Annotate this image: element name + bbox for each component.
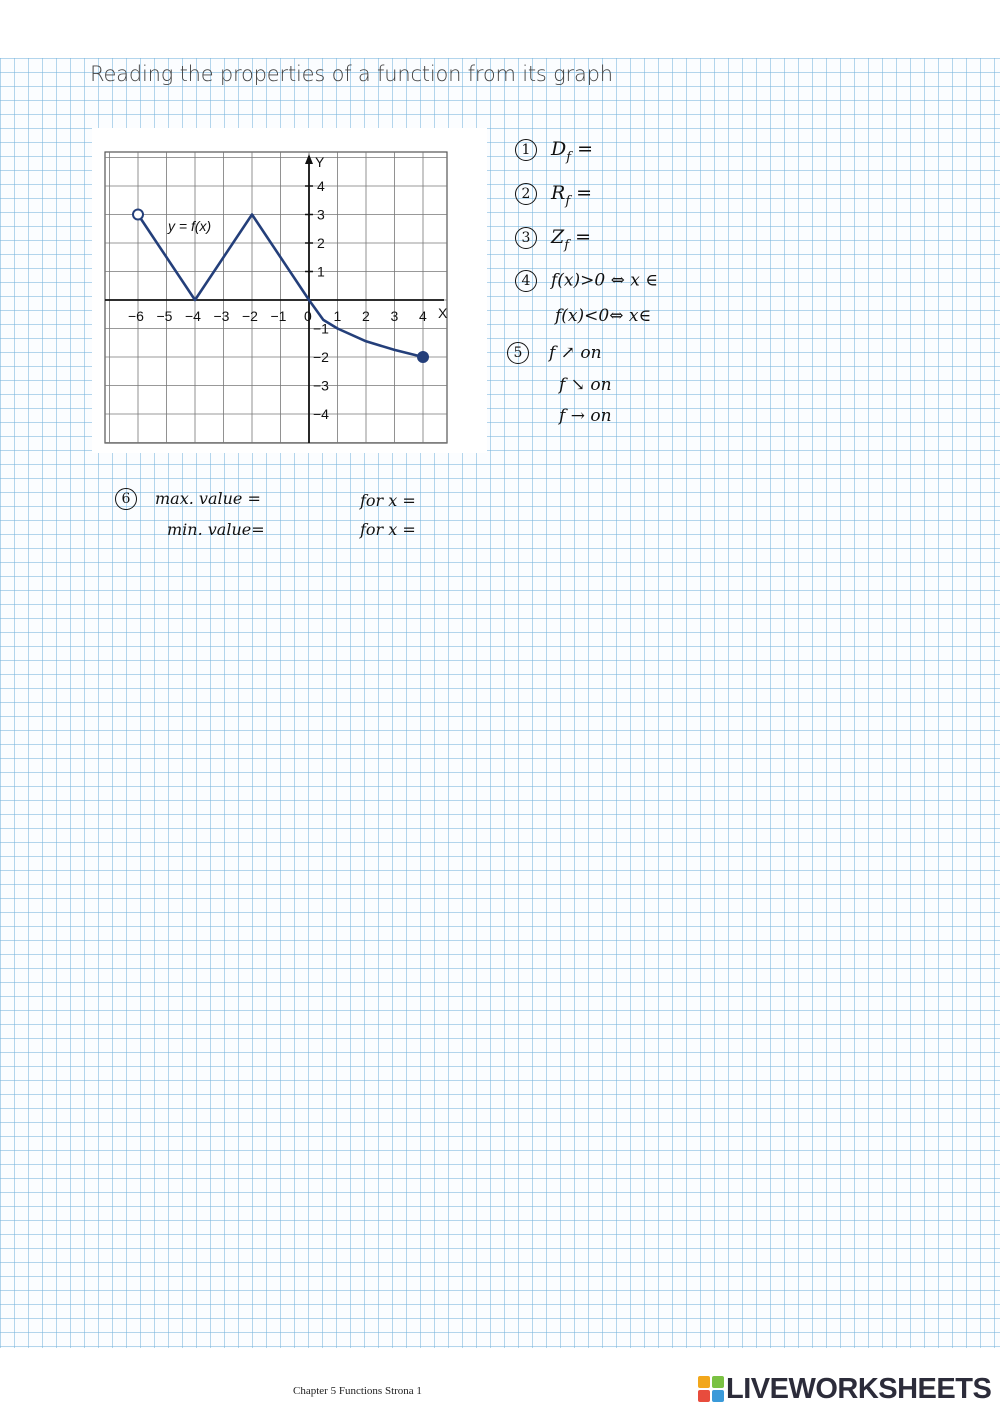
- question-number: 1: [515, 139, 537, 161]
- y-axis-arrow-icon: [305, 154, 313, 164]
- y-tick-label: 4: [317, 178, 325, 194]
- x-tick-label: −4: [185, 308, 201, 324]
- y-tick-label: −2: [313, 349, 329, 365]
- liveworksheets-logo: [698, 1371, 991, 1407]
- x-tick-label: 3: [390, 308, 399, 324]
- question-subscript: f: [565, 194, 571, 209]
- q5-increasing: f ↗ on: [549, 342, 602, 363]
- question-equals: =: [575, 226, 591, 248]
- y-tick-label: 2: [317, 235, 325, 251]
- question-2: [515, 182, 592, 209]
- footer-text: Chapter 5 Functions Strona 1: [293, 1385, 422, 1397]
- logo-tile: [712, 1376, 724, 1388]
- question-number: 4: [515, 270, 537, 292]
- logo-text: LIVEWORKSHEETS: [726, 1372, 992, 1405]
- x-tick-label: 1: [333, 308, 342, 324]
- y-tick-label: −4: [313, 406, 329, 422]
- question-number: 5: [507, 342, 529, 364]
- question-5: [507, 342, 602, 364]
- closed-endpoint: [418, 352, 428, 362]
- x-axis-label: X: [438, 305, 448, 321]
- logo-mark-icon: [698, 1376, 724, 1402]
- question-4: [515, 270, 658, 292]
- q6-min-for: for x =: [360, 520, 416, 539]
- logo-tile: [698, 1390, 710, 1402]
- function-label: y = f(x): [168, 218, 212, 234]
- q4-positive: f(x)>0 ⇔ x ∈: [551, 270, 658, 291]
- q5-decreasing: f ↘ on: [559, 375, 612, 395]
- question-6: [115, 488, 261, 510]
- question-symbol: Z: [551, 226, 565, 248]
- logo-tile: [712, 1390, 724, 1402]
- question-symbol: R: [551, 182, 566, 204]
- graph-frame: [105, 152, 447, 443]
- question-equals: =: [577, 138, 594, 160]
- q5-constant: f → on: [559, 406, 612, 426]
- question-number: 6: [115, 488, 137, 510]
- x-tick-label: −2: [242, 308, 258, 324]
- q4-negative: f(x)<0⇔ x∈: [555, 306, 652, 326]
- question-subscript: f: [564, 238, 570, 253]
- question-subscript: f: [566, 150, 572, 165]
- y-tick-label: 1: [317, 263, 325, 280]
- y-tick-label: 3: [317, 206, 325, 223]
- x-tick-label: −1: [270, 308, 287, 324]
- q6-max-label: max. value =: [155, 488, 261, 508]
- q6-max-for: for x =: [360, 491, 416, 510]
- question-3: [515, 226, 591, 253]
- x-tick-label: 4: [419, 308, 427, 324]
- function-graph: [92, 128, 487, 453]
- open-endpoint: [133, 210, 143, 220]
- page-title: Reading the properties of a function from its graph: [90, 62, 613, 86]
- logo-tile: [698, 1376, 710, 1388]
- question-number: 3: [515, 227, 537, 249]
- x-tick-label: −3: [213, 308, 230, 324]
- x-tick-label: −5: [156, 308, 173, 324]
- x-tick-label: 2: [362, 308, 370, 324]
- question-symbol: D: [551, 138, 567, 160]
- x-tick-label: −6: [128, 308, 144, 324]
- question-equals: =: [576, 182, 593, 204]
- question-1: [515, 138, 593, 165]
- y-tick-label: −3: [313, 377, 329, 394]
- x-tick-label: 0: [304, 308, 312, 324]
- graph-svg: [92, 128, 487, 453]
- q6-min-label: min. value=: [167, 520, 265, 539]
- question-number: 2: [515, 183, 537, 205]
- y-tick-label: −1: [313, 320, 329, 337]
- y-axis-label: Y: [315, 154, 325, 170]
